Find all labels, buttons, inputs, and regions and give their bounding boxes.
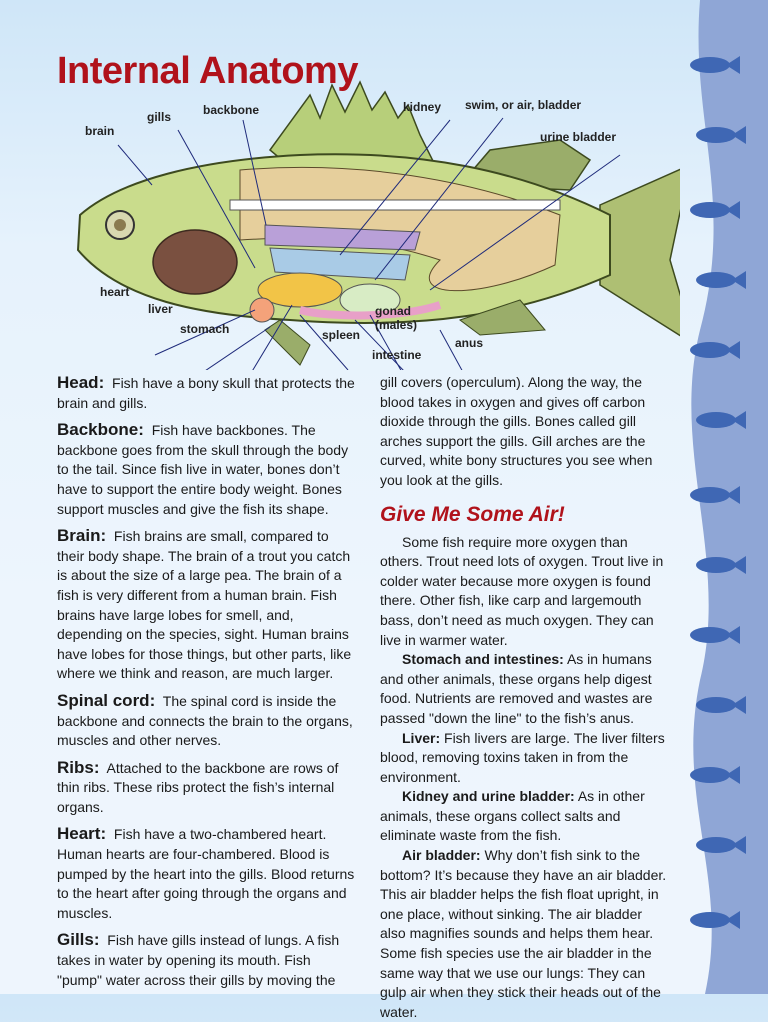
label-gonad-group	[375, 304, 417, 332]
section-heart	[57, 824, 355, 923]
gills-continuation: gill covers (operculum). Along the way, the blood takes in oxygen and gives off carbon dioxide through the gills. Bones called gill arches support the gills. Gill arches are the curved, white bony structures you see when you look at the gills.	[380, 374, 653, 488]
section-heading: Heart:	[57, 824, 107, 844]
left-column	[57, 373, 355, 997]
section-heading: Gills:	[57, 930, 100, 950]
item-stomach	[380, 650, 670, 728]
section-spinal-cord	[57, 691, 355, 751]
item-liver	[380, 729, 670, 788]
label-stomach: stomach	[180, 322, 230, 336]
section-backbone	[57, 420, 355, 519]
item-text: As in humans and other animals, these organs help digest food. Nutrients are removed and wastes are passed "down the line" to the fish’s anus.	[380, 651, 653, 726]
section-text: Fish have a two-chambered heart. Human hearts are four-chambered. Blood is pumped by the heart into the gills. Blood returns to the heart after going through the organs and muscles.	[57, 826, 355, 921]
label-intestine: intestine	[372, 348, 422, 362]
section-text: Fish brains are small, compared to their body shape. The brain of a trout you catch is about the size of a large pea. The brain of a fish is very different from a human brain. Fish brains have large lobes for smell, and, depending on the species, sight. Human brains have lobes for those things, but other parts, like where we think and reason, are much larger.	[57, 528, 352, 682]
label-gonad: gonad	[375, 304, 411, 318]
item-air-bladder	[380, 846, 670, 1022]
item-text: As in other animals, these organs collect salts and eliminate waste from the fish.	[380, 788, 645, 844]
section-heading: Ribs:	[57, 757, 100, 777]
section-gills	[57, 930, 355, 990]
section-text: Fish have gills instead of lungs. A fish takes in water by opening its mouth. Fish "pump" water across their gills by moving the	[57, 932, 340, 988]
item-kidney	[380, 787, 670, 846]
section-text: The spinal cord is inside the backbone and connects the brain to the organs, muscles and other nerves.	[57, 692, 353, 749]
item-text: Why don’t fish sink to the bottom? It’s because they have an air bladder. This air bladder helps the fish float upright, in one place, without sinking. The air bladder also magnifies sounds and helps them hear. Some fish species use the air bladder in the same way that we use our lungs: They can gulp air when they stick their heads out of the water.	[380, 847, 667, 1020]
item-lead: Stomach and intestines:	[402, 651, 564, 668]
item-lead: Kidney and urine bladder:	[402, 788, 575, 805]
label-heart: heart	[100, 285, 130, 299]
item-text: Fish livers are large. The liver filters blood, removing toxins taken in from the environment.	[380, 729, 665, 785]
section-brain	[57, 526, 355, 684]
label-liver: liver	[148, 302, 173, 316]
label-backbone: backbone	[203, 103, 260, 117]
label-gills: gills	[147, 110, 172, 124]
section-heading: Backbone:	[57, 420, 144, 440]
right-column	[380, 373, 670, 1022]
label-gonad-note: (males)	[375, 318, 418, 332]
section-text: Fish have backbones. The backbone goes from the skull through the body to the tail. Since fish live in water, bones don’t have to support the entire body weight. Bones support muscles and give the fish its shape.	[57, 422, 349, 517]
label-kidney: kidney	[403, 100, 442, 114]
label-anus: anus	[455, 336, 484, 350]
air-intro: Some fish require more oxygen than others. Trout need lots of oxygen. Trout live in colder water because more oxygen is found there. Other fish, like carp and largemouth bass, don’t need as much oxygen. They can live in warmer water.	[380, 533, 664, 648]
label-brain: brain	[85, 124, 115, 138]
page-title: Internal Anatomy	[57, 50, 358, 92]
section-head	[57, 373, 355, 413]
label-swim-bladder: swim, or air, bladder	[465, 98, 582, 112]
label-urine-bladder: urine bladder	[540, 130, 617, 144]
section-title-air: Give Me Some Air!	[380, 502, 565, 526]
item-lead: Liver:	[402, 729, 441, 746]
section-heading: Head:	[57, 373, 105, 392]
fish-anatomy-diagram	[0, 0, 680, 370]
section-ribs	[57, 758, 355, 818]
item-lead: Air bladder:	[402, 847, 481, 864]
section-text: Attached to the backbone are rows of thin ribs. These ribs protect the fish’s internal organs.	[57, 759, 339, 815]
section-text: Fish have a bony skull that protects the brain and gills.	[57, 375, 355, 411]
section-heading: Spinal cord:	[57, 690, 156, 710]
section-heading: Brain:	[57, 526, 107, 546]
label-spleen: spleen	[322, 328, 361, 342]
